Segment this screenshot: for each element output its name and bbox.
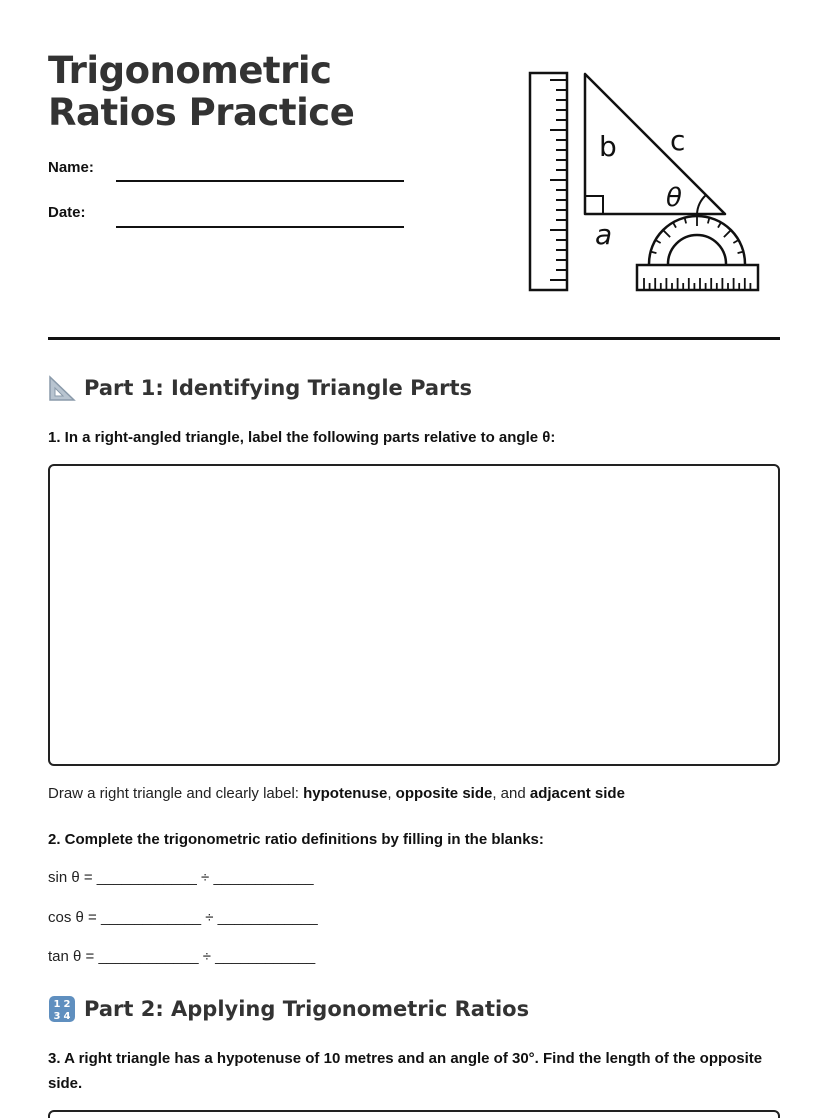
name-label: Name: <box>48 159 94 176</box>
question-2: 2. Complete the trigonometric ratio definitions by filling in the blanks: <box>48 831 544 848</box>
instruction-separator: , <box>387 785 396 802</box>
keypad-digit: 4 <box>63 1011 71 1022</box>
side-c-label: c <box>670 124 686 157</box>
sine-ratio-blank[interactable]: sin θ = ____________ ÷ ____________ <box>48 869 314 886</box>
side-b-label: b <box>599 130 617 163</box>
keypad-digit: 3 <box>53 1011 61 1022</box>
tangent-ratio-blank[interactable]: tan θ = ____________ ÷ ____________ <box>48 948 316 965</box>
triangle-ruler-icon <box>48 374 76 402</box>
keypad-digit: 2 <box>63 999 71 1010</box>
geometry-tools-illustration <box>520 64 770 300</box>
angle-theta-label: θ <box>666 183 682 213</box>
header-divider <box>48 337 780 340</box>
question-1: 1. In a right-angled triangle, label the following parts relative to angle θ: <box>48 429 556 446</box>
term-hypotenuse: hypotenuse <box>303 785 388 802</box>
part1-heading <box>48 374 472 402</box>
side-a-label: a <box>595 218 613 251</box>
protractor-icon <box>637 216 758 290</box>
part1-title: Part 1: Identifying Triangle Parts <box>84 376 472 400</box>
name-field[interactable] <box>116 180 404 182</box>
answer-box-1[interactable] <box>48 464 780 766</box>
instruction-prefix: Draw a right triangle and clearly label: <box>48 785 304 802</box>
cosine-ratio-blank[interactable]: cos θ = ____________ ÷ ____________ <box>48 909 318 926</box>
answer-box-3[interactable] <box>48 1110 780 1118</box>
date-label: Date: <box>48 204 86 221</box>
term-opposite-side: opposite side <box>395 785 493 802</box>
page-title: Trigonometric Ratios Practice <box>48 49 355 134</box>
drawing-instruction <box>48 785 625 802</box>
number-keypad-icon <box>48 995 76 1023</box>
question-3: 3. A right triangle has a hypotenuse of 10 metres and an angle of 30°. Find the length of the opposite side. <box>48 1050 763 1092</box>
keypad-digit: 1 <box>53 999 61 1010</box>
part2-title: Part 2: Applying Trigonometric Ratios <box>84 997 530 1021</box>
term-adjacent-side: adjacent side <box>529 785 625 802</box>
date-field[interactable] <box>116 226 404 228</box>
part2-heading <box>48 995 529 1023</box>
instruction-separator: , and <box>492 785 530 802</box>
ruler-icon <box>530 73 567 290</box>
